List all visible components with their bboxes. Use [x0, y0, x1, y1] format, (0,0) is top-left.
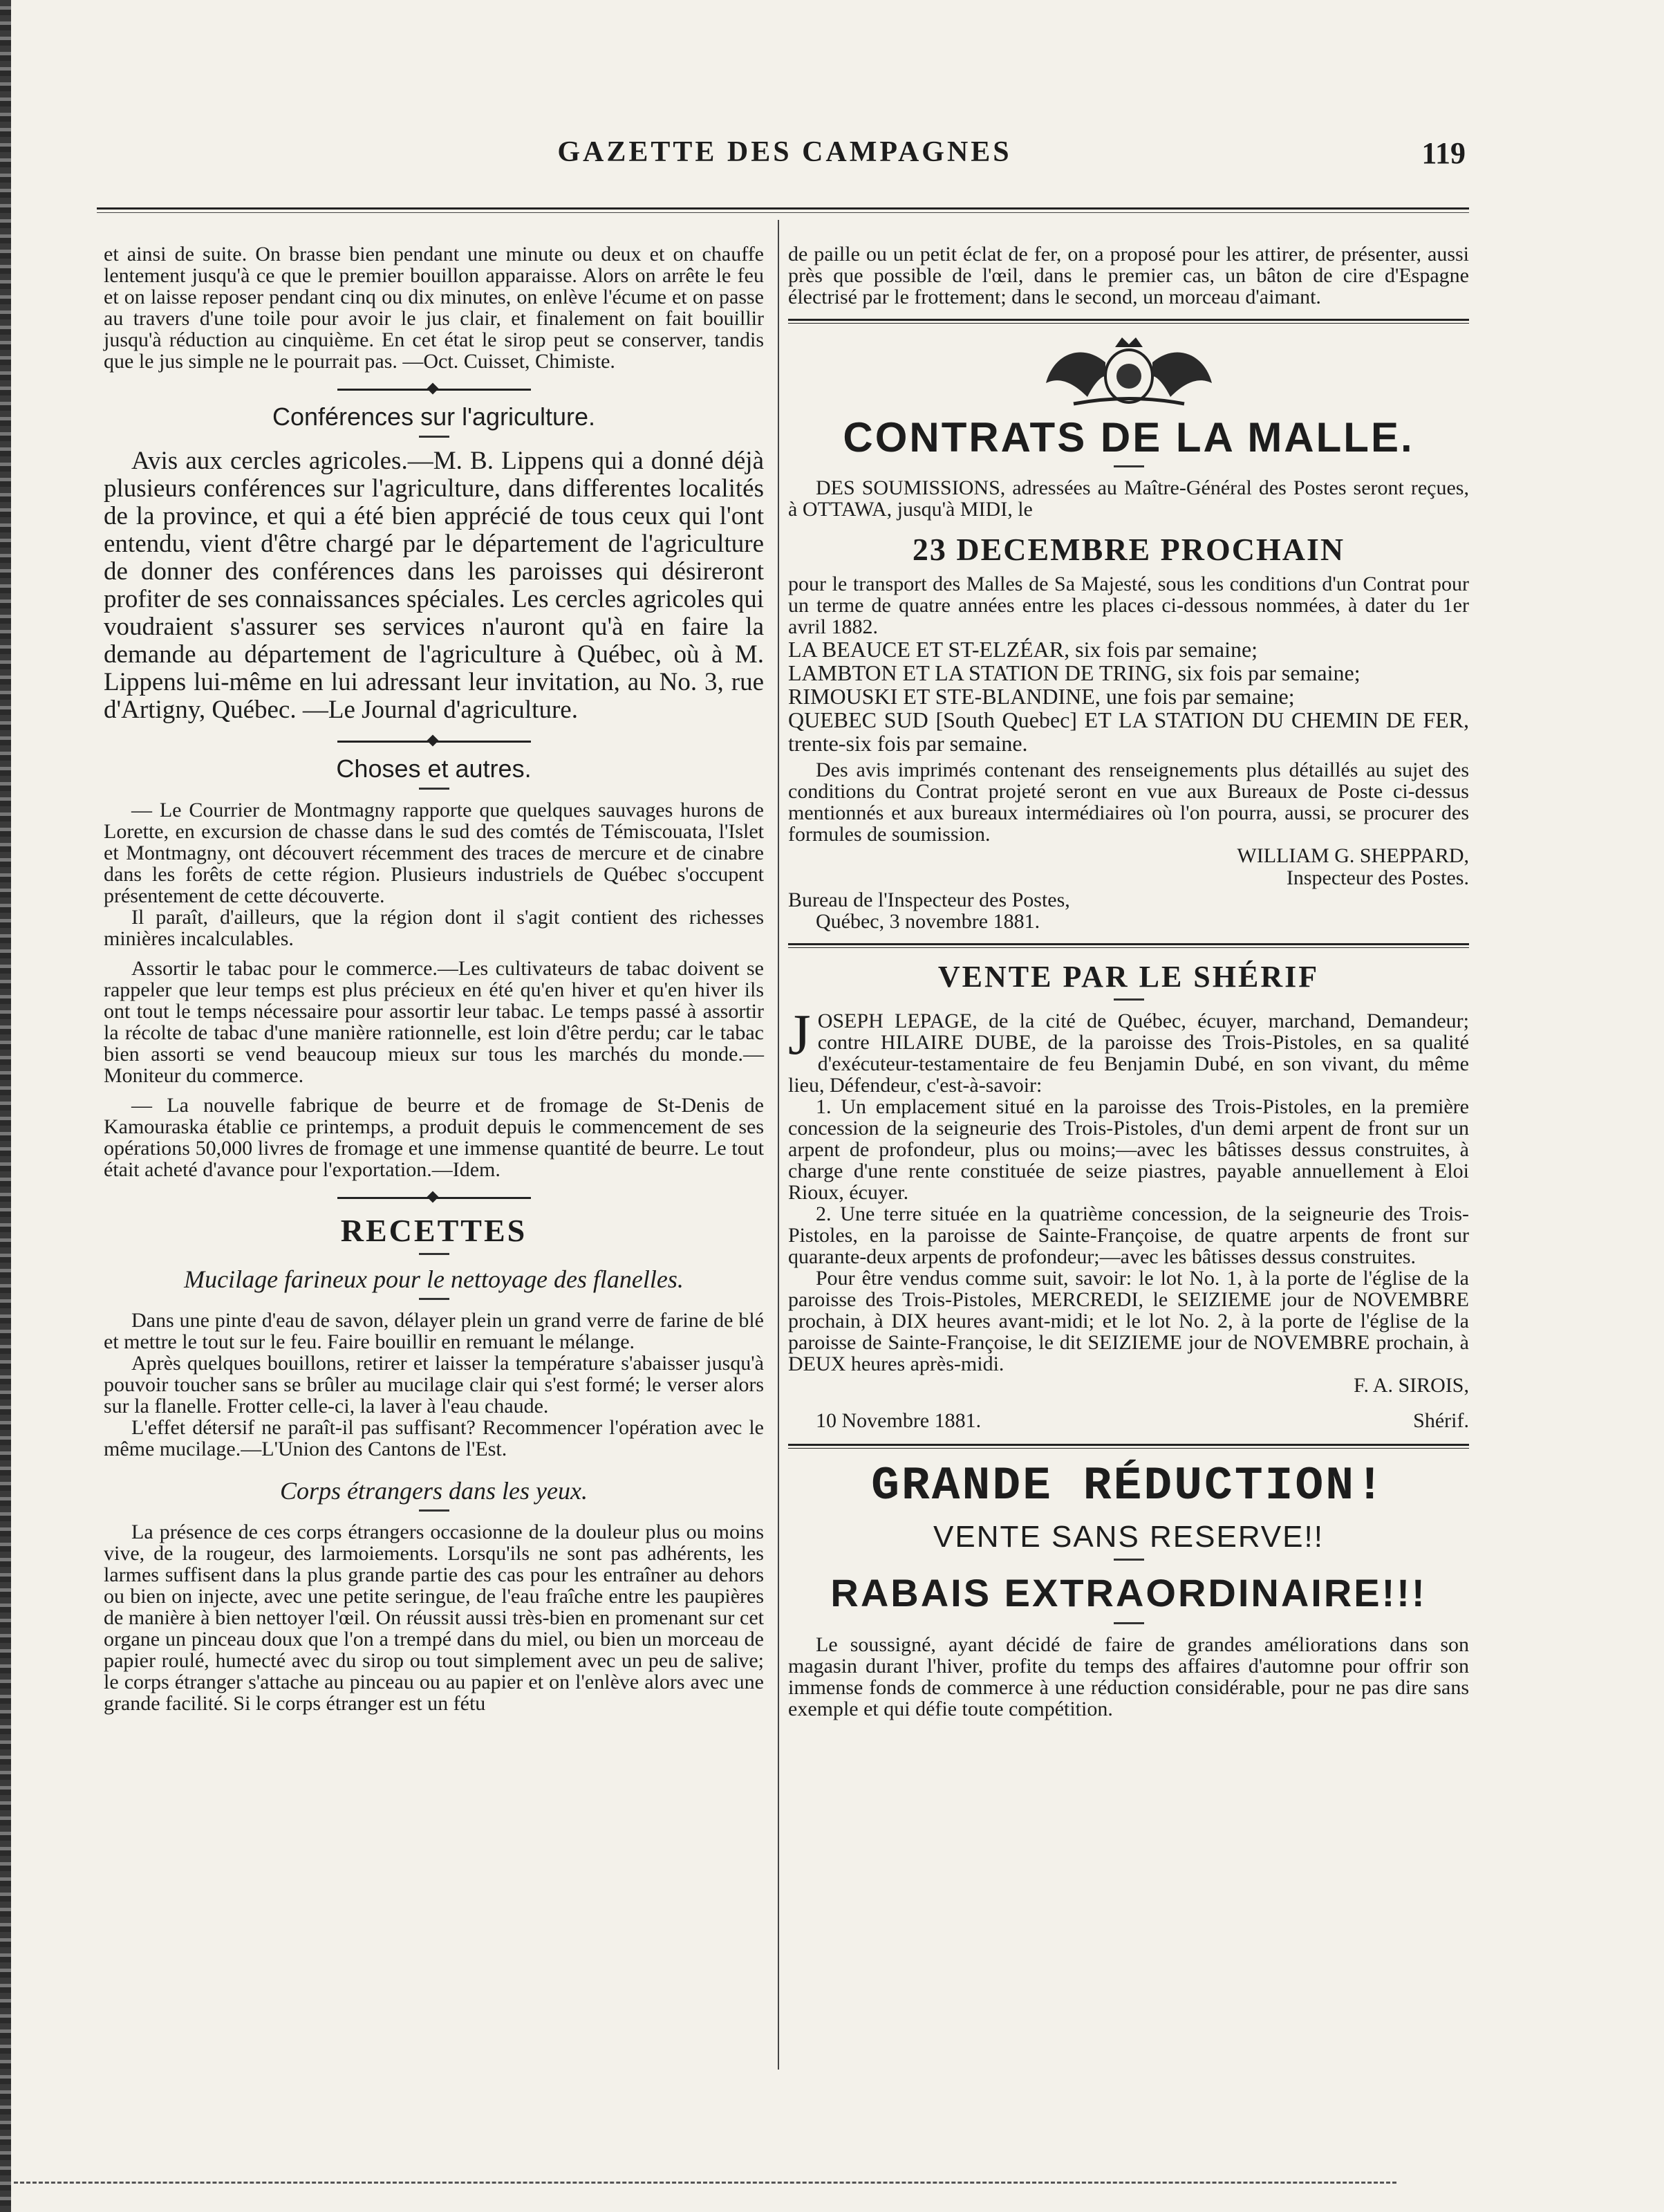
- newspaper-title: GAZETTE DES CAMPAGNES: [557, 136, 1012, 168]
- section-ornament: [337, 736, 531, 746]
- sherif-paragraph: 2. Une terre située en la quatrième concession, de la seigneurie des Trois-Pistoles, en la paroisse de Sainte-Françoise, de quatre arpents de front sur quarante-deux arpents de profondeur;—avec les bâtisses dessus construites.: [788, 1202, 1469, 1268]
- scan-edge: [0, 0, 11, 2212]
- mucilage-paragraph: Dans une pinte d'eau de savon, délayer plein un grand verre de farine de blé et mettre le tout sur le feu. Faire bouillir en remuant le mélange.: [104, 1309, 764, 1353]
- drop-cap: J: [788, 1003, 811, 1067]
- conferences-text: Avis aux cercles agricoles.—M. B. Lippens qui a donné déjà plusieurs conférences sur l'agriculture, dans differentes localités de la province, et qui a été bien apprécié de tous ceux qui l'ont entendu, vient d'être chargé par le département de l'agriculture de donner des conférences dans les paroisses qui désireront profiter de ses connaissances spéciales. Les cercles agricoles qui voudraient s'assurer ses services n'auront qu'à en faire la demande au département de l'agriculture à Québec, où à M. Lippens lui-même en lui adressant leur invitation, au No. 3, rue d'Artigny, Québec. —Le Journal d'agriculture.: [104, 447, 764, 724]
- section-ornament: [337, 1193, 531, 1202]
- corps-paragraph: La présence de ces corps étrangers occasionne de la douleur plus ou moins vive, de la rougeur, des larmoiements. Lorsqu'ils ne sont pas adhérents, les larmes suffisent dans la plus grande partie des cas pour les entraîner au dehors ou bien on injecte, avec une petite seringue, de l'eau fraîche entre les paupières de manière à bien nettoyer l'œil. On réussit aussi très-bien en promenant sur cet organe un pinceau doux que l'on a trempé dans du miel, ou bien un morceau de papier roulé, humecté avec du sirop ou tout simplement avec un peu de salive; le corps étranger s'attache au pinceau ou au papier et on l'enlève alors avec une grande facilité. Si le corps étranger est un fétu: [104, 1521, 764, 1715]
- mucilage-paragraph: Après quelques bouillons, retirer et laisser la température s'abaisser jusqu'à pouvoir toucher sans se brûler au mucilage clair qui s'est formé; le verser alors sur la flanelle. Frotter celle-ci, la laver à l'eau chaude.: [104, 1352, 764, 1418]
- heading-dash: [1114, 465, 1144, 467]
- double-rule: [788, 1444, 1469, 1449]
- scan-bottom-edge: [14, 2182, 1396, 2184]
- sherif-date: 10 Novembre 1881.: [816, 1409, 982, 1432]
- sherif-paragraph: OSEPH LEPAGE, de la cité de Québec, écuyer, marchand, Demandeur; contre HILAIRE DUBE, de la paroisse des Trois-Pistoles, en sa qualité d'exécuteur-testamentaire de feu Benjamin Dubé, en son vivant, du même lieu, Défendeur, c'est-à-savoir:: [788, 1010, 1469, 1097]
- header-rule: [97, 207, 1469, 210]
- mucilage-paragraph: L'effet détersif ne paraît-il pas suffisant? Recommencer l'opération avec le même mucilage.—L'Union des Cantons de l'Est.: [104, 1416, 764, 1460]
- column-divider: [778, 220, 779, 2070]
- royal-crest-icon: [1032, 335, 1226, 411]
- grande-reduction-heading: GRANDE RÉDUCTION!: [871, 1460, 1386, 1513]
- left-column: [104, 243, 764, 1714]
- recettes-heading: RECETTES: [340, 1213, 527, 1248]
- heading-dash: [419, 436, 449, 438]
- malle-paragraph: DES SOUMISSIONS, adressées au Maître-Général des Postes seront reçues, à OTTAWA, jusqu'à MIDI, le: [788, 476, 1469, 521]
- header-rule-thin: [97, 212, 1469, 213]
- page-header: [104, 136, 1466, 177]
- sherif-paragraph: 1. Un emplacement situé en la paroisse des Trois-Pistoles, en la première concession de la seigneurie des Trois-Pistoles, d'un demi arpent de front sur un arpent de profondeur, plus ou moins;—avec les bâtisses dessus construites, à charge d'une rente constituée de seize piastres, payable annuellement à Eloi Rioux, écuyer.: [788, 1095, 1469, 1204]
- corps-heading: Corps étrangers dans les yeux.: [280, 1477, 588, 1505]
- signature-name: WILLIAM G. SHEPPARD,: [1237, 844, 1469, 867]
- double-rule: [788, 943, 1469, 948]
- vente-sans-reserve-heading: VENTE SANS RESERVE!!: [933, 1520, 1324, 1554]
- left-intro-text: et ainsi de suite. On brasse bien pendant une minute ou deux et on chauffe lentement jusqu'à ce que le premier bouillon apparaisse. Alors on arrête le feu et on laisse reposer pendant cinq ou dix minutes, on enlève l'écume et on passe au travers d'une toile pour avoir le jus clair, et finalement on fait bouillir jusqu'à réduction au cinquième. En cet état le sirop peut se conserver, tandis que le jus simple ne le pourrait pas. —Oct. Cuisset, Chimiste.: [104, 243, 764, 373]
- rabais-heading: RABAIS EXTRAORDINAIRE!!!: [830, 1571, 1427, 1615]
- page-number: 119: [1421, 136, 1466, 170]
- bureau-line: Bureau de l'Inspecteur des Postes,: [788, 889, 1070, 911]
- choses-paragraph: Il paraît, d'ailleurs, que la région dont il s'agit contient des richesses minières incalculables.: [104, 906, 764, 950]
- route-item: LA BEAUCE ET ST-ELZÉAR, six fois par semaine;: [788, 637, 1258, 662]
- sherif-signature: F. A. SIROIS,: [1354, 1374, 1469, 1397]
- conferences-heading: Conférences sur l'agriculture.: [272, 402, 596, 431]
- mucilage-heading: Mucilage farineux pour le nettoyage des flanelles.: [184, 1265, 684, 1293]
- choses-heading: Choses et autres.: [336, 754, 532, 783]
- heading-dash: [419, 1509, 449, 1512]
- contrats-heading: CONTRATS DE LA MALLE.: [843, 414, 1414, 461]
- double-rule: [788, 319, 1469, 324]
- vente-sherif-heading: VENTE PAR LE SHÉRIF: [937, 960, 1320, 994]
- malle-paragraph: Des avis imprimés contenant des renseignements plus détaillés au sujet des conditions du Contrat projeté seront en vue aux Bureaux de Poste ci-dessus mentionnés et aux bureaux intermédiaires où l'on pourra, aussi, se procurer des formules de soumission.: [788, 759, 1469, 846]
- heading-dash: [1114, 998, 1144, 1001]
- place-date-line: Québec, 3 novembre 1881.: [816, 910, 1040, 933]
- signature-role: Inspecteur des Postes.: [1286, 866, 1469, 889]
- date-heading: 23 DECEMBRE PROCHAIN: [912, 532, 1345, 567]
- sherif-footer: [788, 1409, 1469, 1433]
- malle-paragraph: pour le transport des Malles de Sa Majesté, sous les conditions d'un Contrat pour un terme de quatre années entre les places ci-dessous nommées, à dater du 1er avril 1882.: [788, 573, 1469, 638]
- route-item: QUEBEC SUD [South Quebec] ET LA STATION DU CHEMIN DE FER, trente-six fois par semaine.: [788, 707, 1469, 756]
- heading-dash: [419, 788, 449, 790]
- heading-dash: [1114, 1559, 1144, 1561]
- sherif-paragraph: Pour être vendus comme suit, savoir: le lot No. 1, à la porte de l'église de la paroisse des Trois-Pistoles, MERCREDI, le SEIZIEME jour de NOVEMBRE prochain, à DIX heures avant-midi; et le lot No. 2, à la porte de l'église de la paroisse de Sainte-Françoise, le dit SEIZIEME jour de NOVEMBRE prochain, à DEUX heures après-midi.: [788, 1267, 1469, 1375]
- choses-paragraph: — Le Courrier de Montmagny rapporte que quelques sauvages hurons de Lorette, en excursion de chasse dans le sud des comtés de Témiscouata, l'Islet et Montmagny, ont découvert récemment des traces de mercure et de cinabre dans les forêts de cette région. Plusieurs industriels de Québec s'occupent présentement de cette découverte.: [104, 799, 764, 907]
- route-item: LAMBTON ET LA STATION DE TRING, six fois par semaine;: [788, 660, 1361, 685]
- rabais-paragraph: Le soussigné, ayant décidé de faire de grandes améliorations dans son magasin durant l'hiver, profite du temps des affaires d'automne pour offrir son immense fonds de commerce à une réduction considérable, pour ne pas dire sans exemple et qui défie toute compétition.: [788, 1633, 1469, 1720]
- right-column: [788, 243, 1469, 1720]
- heading-dash: [419, 1253, 449, 1255]
- section-ornament: [337, 384, 531, 394]
- route-item: RIMOUSKI ET STE-BLANDINE, une fois par semaine;: [788, 684, 1295, 709]
- choses-paragraph: — La nouvelle fabrique de beurre et de fromage de St-Denis de Kamouraska établie ce printemps, a produit depuis le commencement de ses opérations 50,000 livres de fromage et une immense quantité de beurre. Le tout était acheté d'avance pour l'exportation.—Idem.: [104, 1094, 764, 1181]
- heading-dash: [419, 1298, 449, 1300]
- choses-paragraph: Assortir le tabac pour le commerce.—Les cultivateurs de tabac doivent se rappeler que leur temps est plus précieux en été qu'en hiver et qu'en hiver ils ont tout le temps nécessaire pour assortir leur tabac. Le temps passé à assortir la récolte de tabac d'une manière rationnelle, est loin d'être perdu; car le tabac bien assorti se vend beaucoup mieux sur tous les marchés du monde.—Moniteur du commerce.: [104, 957, 764, 1087]
- right-intro-text: de paille ou un petit éclat de fer, on a proposé pour les attirer, de présenter, aussi près que possible de l'œil, dans le premier cas, un bâton de cire d'Espagne électrisé par le frottement; dans le second, un morceau d'aimant.: [788, 243, 1469, 308]
- heading-dash: [1114, 1622, 1144, 1624]
- sherif-role: Shérif.: [1413, 1409, 1469, 1432]
